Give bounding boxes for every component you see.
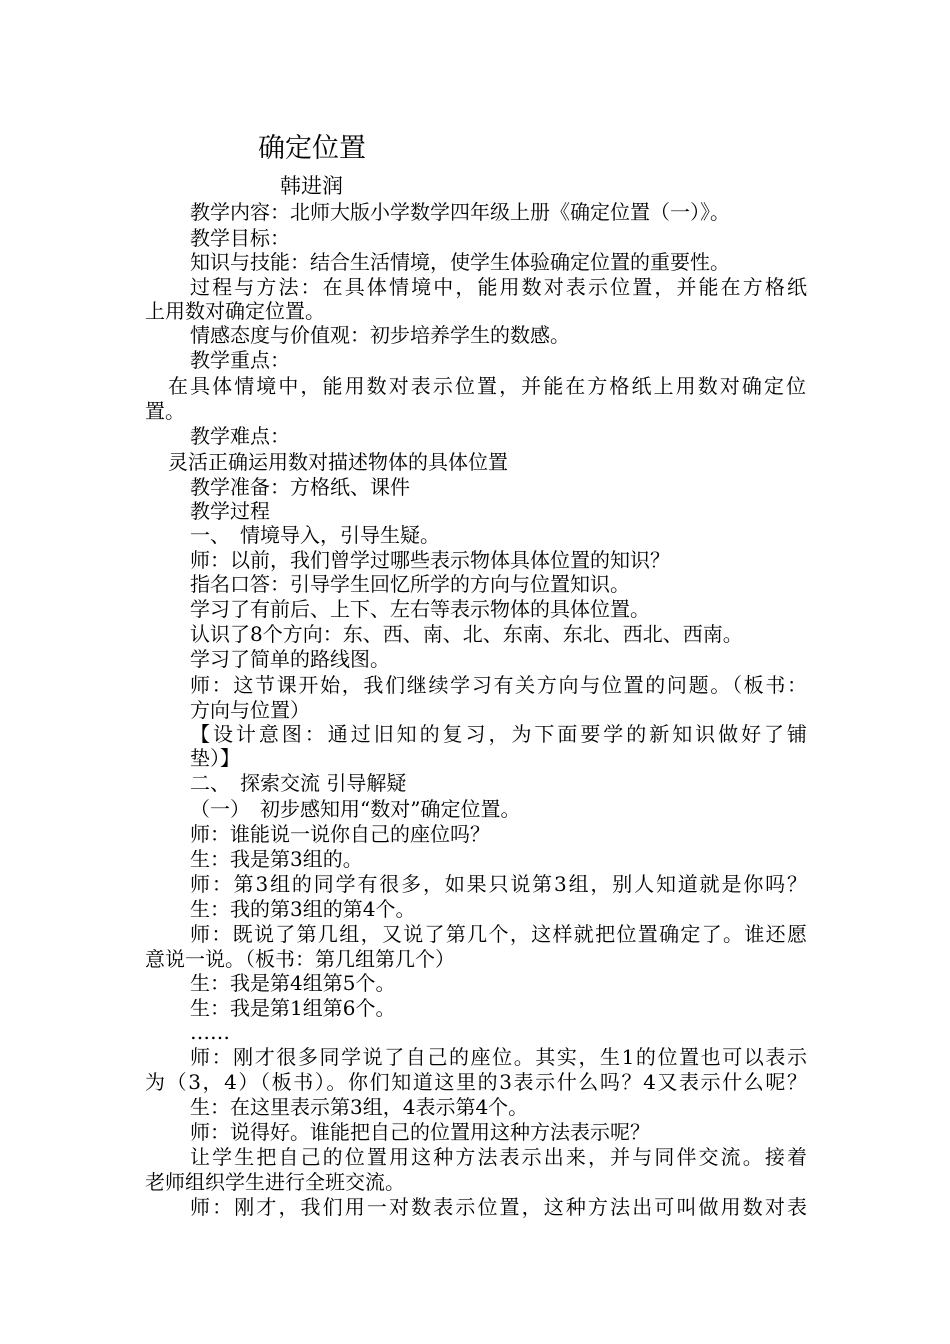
document-title: 确定位置 <box>258 133 366 164</box>
paragraph-line: 过程与方法：在具体情境中，能用数对表示位置，并能在方格纸 <box>190 275 807 299</box>
paragraph-line: 师：刚才，我们用一对数表示位置，这种方法出可叫做用数对表 <box>190 1195 807 1219</box>
paragraph-line: 在具体情境中，能用数对表示位置，并能在方格纸上用数对确定位 <box>168 374 806 398</box>
paragraph-line: 师：既说了第几组，又说了第几个，这样就把位置确定了。谁还愿 <box>190 922 807 946</box>
paragraph-line: 让学生把自己的位置用这种方法表示出来，并与同伴交流。接着 <box>190 1145 807 1169</box>
document-author: 韩进润 <box>280 174 343 198</box>
paragraph-line: 学习了有前后、上下、左右等表示物体的具体位置。 <box>190 597 650 621</box>
paragraph-line: 【设计意图：通过旧知的复习，为下面要学的新知识做好了铺 <box>190 722 807 746</box>
paragraph-line: 生：我的第3组的第4个。 <box>190 897 416 921</box>
paragraph-line: （一） 初步感知用“数对”确定位置。 <box>190 797 521 821</box>
paragraph-line: 垫）】 <box>190 746 240 770</box>
paragraph-line: 教学准备：方格纸、课件 <box>190 475 410 499</box>
paragraph-line: 师：以前，我们曾学过哪些表示物体具体位置的知识？ <box>190 548 670 572</box>
paragraph-line: 生：我是第3组的。 <box>190 847 363 871</box>
paragraph-line: 生：在这里表示第3组，4表示第4个。 <box>190 1095 529 1119</box>
paragraph-line: 师：说得好。谁能把自己的位置用这种方法表示呢？ <box>190 1120 650 1144</box>
paragraph-line: 情感态度与价值观：初步培养学生的数感。 <box>190 323 570 347</box>
paragraph-line: 为（3，4）（板书）。你们知道这里的3表示什么吗？4又表示什么呢？ <box>145 1070 807 1094</box>
paragraph-line: 二、 探索交流 引导解疑 <box>190 771 407 795</box>
paragraph-line: 师：谁能说一说你自己的座位吗？ <box>190 822 490 846</box>
paragraph-line: 师：刚才很多同学说了自己的座位。其实，生1的位置也可以表示 <box>190 1045 807 1069</box>
paragraph-line: 一、 情境导入，引导生疑。 <box>190 523 440 547</box>
paragraph-line: 置。 <box>145 399 185 423</box>
paragraph-line: 生：我是第4组第5个。 <box>190 971 396 995</box>
paragraph-line: 知识与技能：结合生活情境，使学生体验确定位置的重要性。 <box>190 250 730 274</box>
paragraph-line: 上用数对确定位置。 <box>145 299 325 323</box>
paragraph-line: 指名口答：引导学生回忆所学的方向与位置知识。 <box>190 572 630 596</box>
paragraph-line: …… <box>190 1020 230 1044</box>
paragraph-line: 意说一说。（板书：第几组第几个） <box>145 947 455 971</box>
paragraph-line: 师：第3组的同学有很多，如果只说第3组，别人知道就是你吗？ <box>190 872 807 896</box>
paragraph-line: 教学重点： <box>190 348 290 372</box>
paragraph-line: 老师组织学生进行全班交流。 <box>145 1170 405 1194</box>
paragraph-line: 教学难点： <box>190 424 290 448</box>
paragraph-line: 教学过程 <box>190 499 270 523</box>
paragraph-line: 方向与位置） <box>190 698 310 722</box>
paragraph-line: 认识了8个方向：东、西、南、北、东南、东北、西北、西南。 <box>190 622 743 646</box>
paragraph-line: 灵活正确运用数对描述物体的具体位置 <box>168 450 508 474</box>
paragraph-line: 生：我是第1组第6个。 <box>190 996 396 1020</box>
paragraph-line: 教学内容：北师大版小学数学四年级上册《确定位置（一）》。 <box>190 200 730 224</box>
paragraph-line: 师：这节课开始，我们继续学习有关方向与位置的问题。（板书： <box>190 673 807 697</box>
paragraph-line: 学习了简单的路线图。 <box>190 647 390 671</box>
paragraph-line: 教学目标： <box>190 226 290 250</box>
